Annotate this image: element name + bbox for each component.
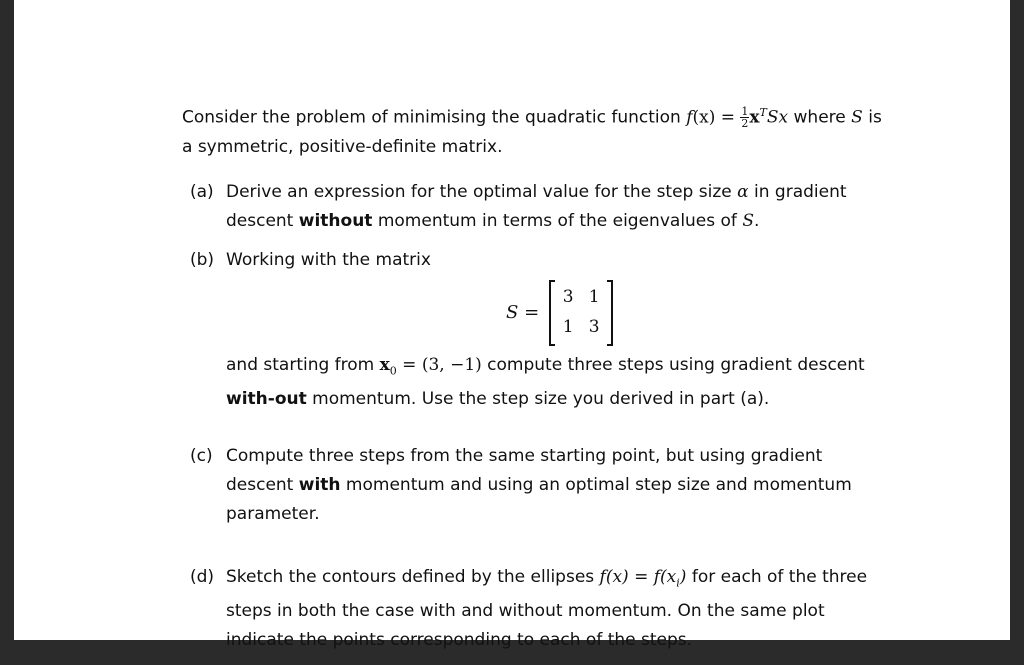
problem-intro: Consider the problem of minimising the quadratic function f(x) = $\frac{1}{2}$ $x^TSx$ where S is a symmetric, positive-definite matrix.	[182, 105, 882, 157]
matrix-cell: 3	[562, 286, 574, 307]
one-half-fraction: $\frac{1}{2}$	[741, 105, 749, 131]
matrix-cell: 1	[588, 286, 600, 307]
matrix-S	[549, 281, 613, 345]
part-label: (c)	[190, 446, 213, 467]
matrix-cell: 3	[588, 316, 600, 337]
part-label: (b)	[190, 249, 215, 270]
document-page	[14, 0, 1010, 651]
matrix-display: S = 3 1 1 3	[226, 275, 892, 351]
part-label: (d)	[190, 567, 215, 588]
matrix-cell: 1	[562, 316, 574, 337]
problem-text	[182, 98, 892, 665]
part-b: (b) Working with the matrix S = 3 1 1 3 and starting from $x_0 = (3$, −1) compute three steps using gradient descent with-out momentum. Use the step size you derived in part (a).	[182, 246, 892, 414]
part-a: (a) Derive an expression for the optimal value for the step size α in gradient descent without momentum in terms of the eigenvalues of S.	[182, 178, 892, 236]
part-d: (d) Sketch the contours defined by the ellipses $f(x) = f(x_i)$ for each of the three steps in both the case with and without momentum. On the same plot indicate the points corresponding to each of the steps.	[182, 563, 892, 655]
part-c: (c) Compute three steps from the same starting point, but using gradient descent with momentum and using an optimal step size and momentum parameter.	[182, 442, 892, 529]
part-label: (a)	[190, 181, 214, 202]
